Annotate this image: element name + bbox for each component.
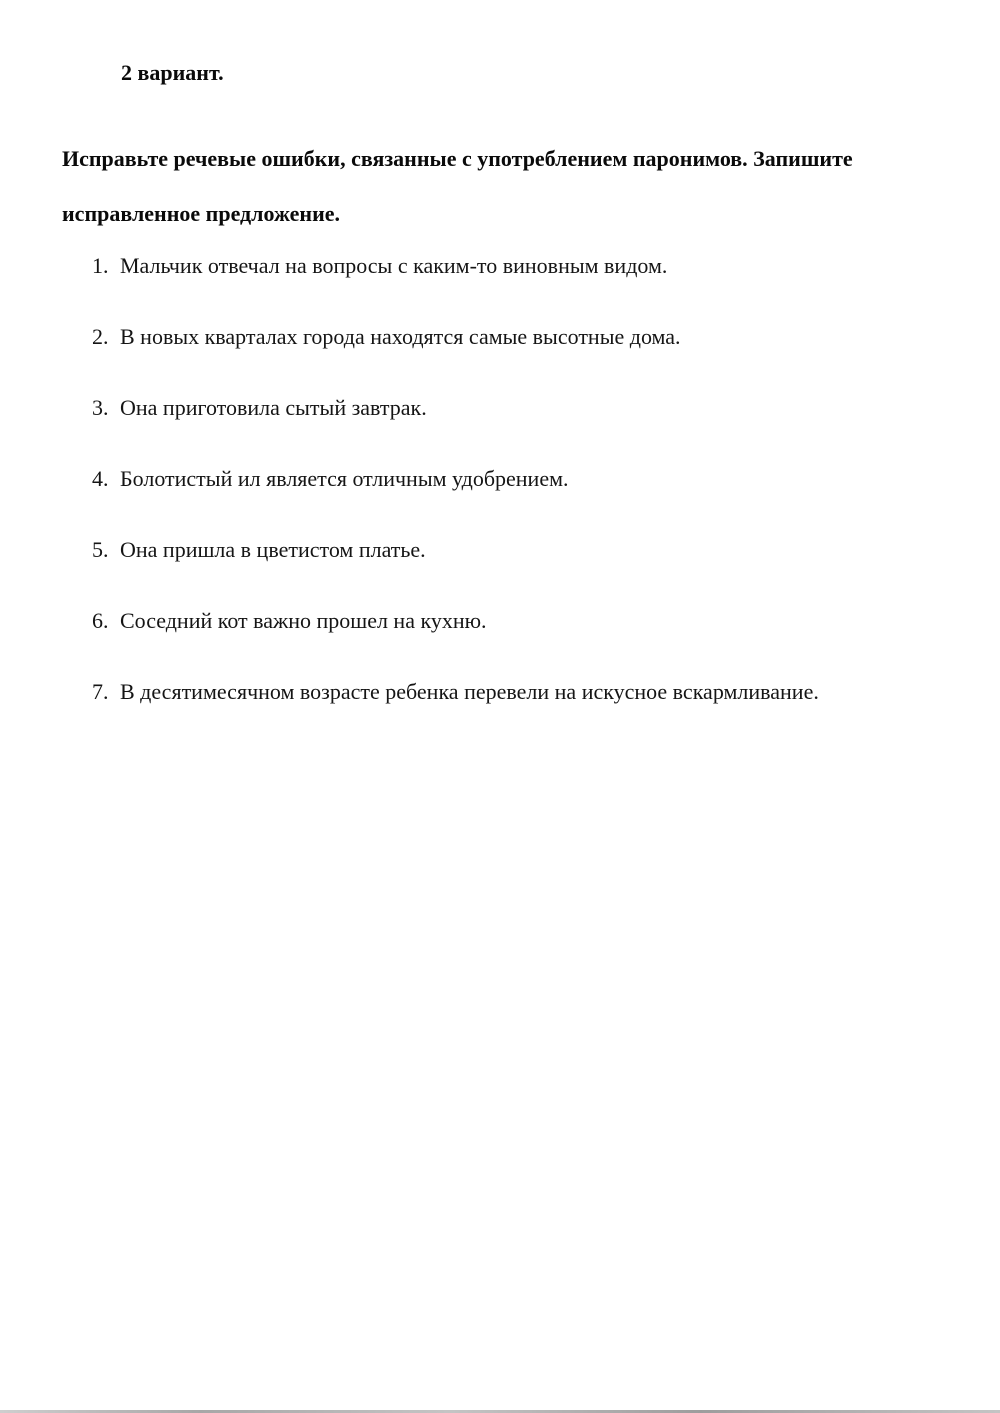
list-item <box>92 607 932 634</box>
task-instruction: Исправьте речевые ошибки, связанные с употреблением паронимов. Запишите исправленное предложение. <box>62 146 853 226</box>
item-number: 6. <box>92 608 109 633</box>
item-text: Мальчик отвечал на вопросы с каким-то виновным видом. <box>120 253 668 278</box>
item-text: Она пришла в цветистом платье. <box>120 537 426 562</box>
item-text: В новых кварталах города находятся самые высотные дома. <box>120 324 681 349</box>
item-number: 3. <box>92 395 109 420</box>
item-number: 5. <box>92 537 109 562</box>
item-number: 7. <box>92 679 109 704</box>
list-item <box>92 323 932 350</box>
sentence-list <box>92 252 932 749</box>
item-text: Она приготовила сытый завтрак. <box>120 395 427 420</box>
list-item <box>92 394 932 421</box>
item-text: В десятимесячном возрасте ребенка перевели на искусное вскармливание. <box>120 679 819 704</box>
item-text: Болотистый ил является отличным удобрением. <box>120 466 569 491</box>
item-text: Соседний кот важно прошел на кухню. <box>120 608 487 633</box>
item-number: 1. <box>92 253 109 278</box>
item-number: 2. <box>92 324 109 349</box>
item-number: 4. <box>92 466 109 491</box>
variant-title: 2 вариант. <box>121 60 224 85</box>
list-item <box>92 252 932 279</box>
list-item <box>92 536 932 563</box>
list-item <box>92 465 932 492</box>
list-item <box>92 678 932 705</box>
